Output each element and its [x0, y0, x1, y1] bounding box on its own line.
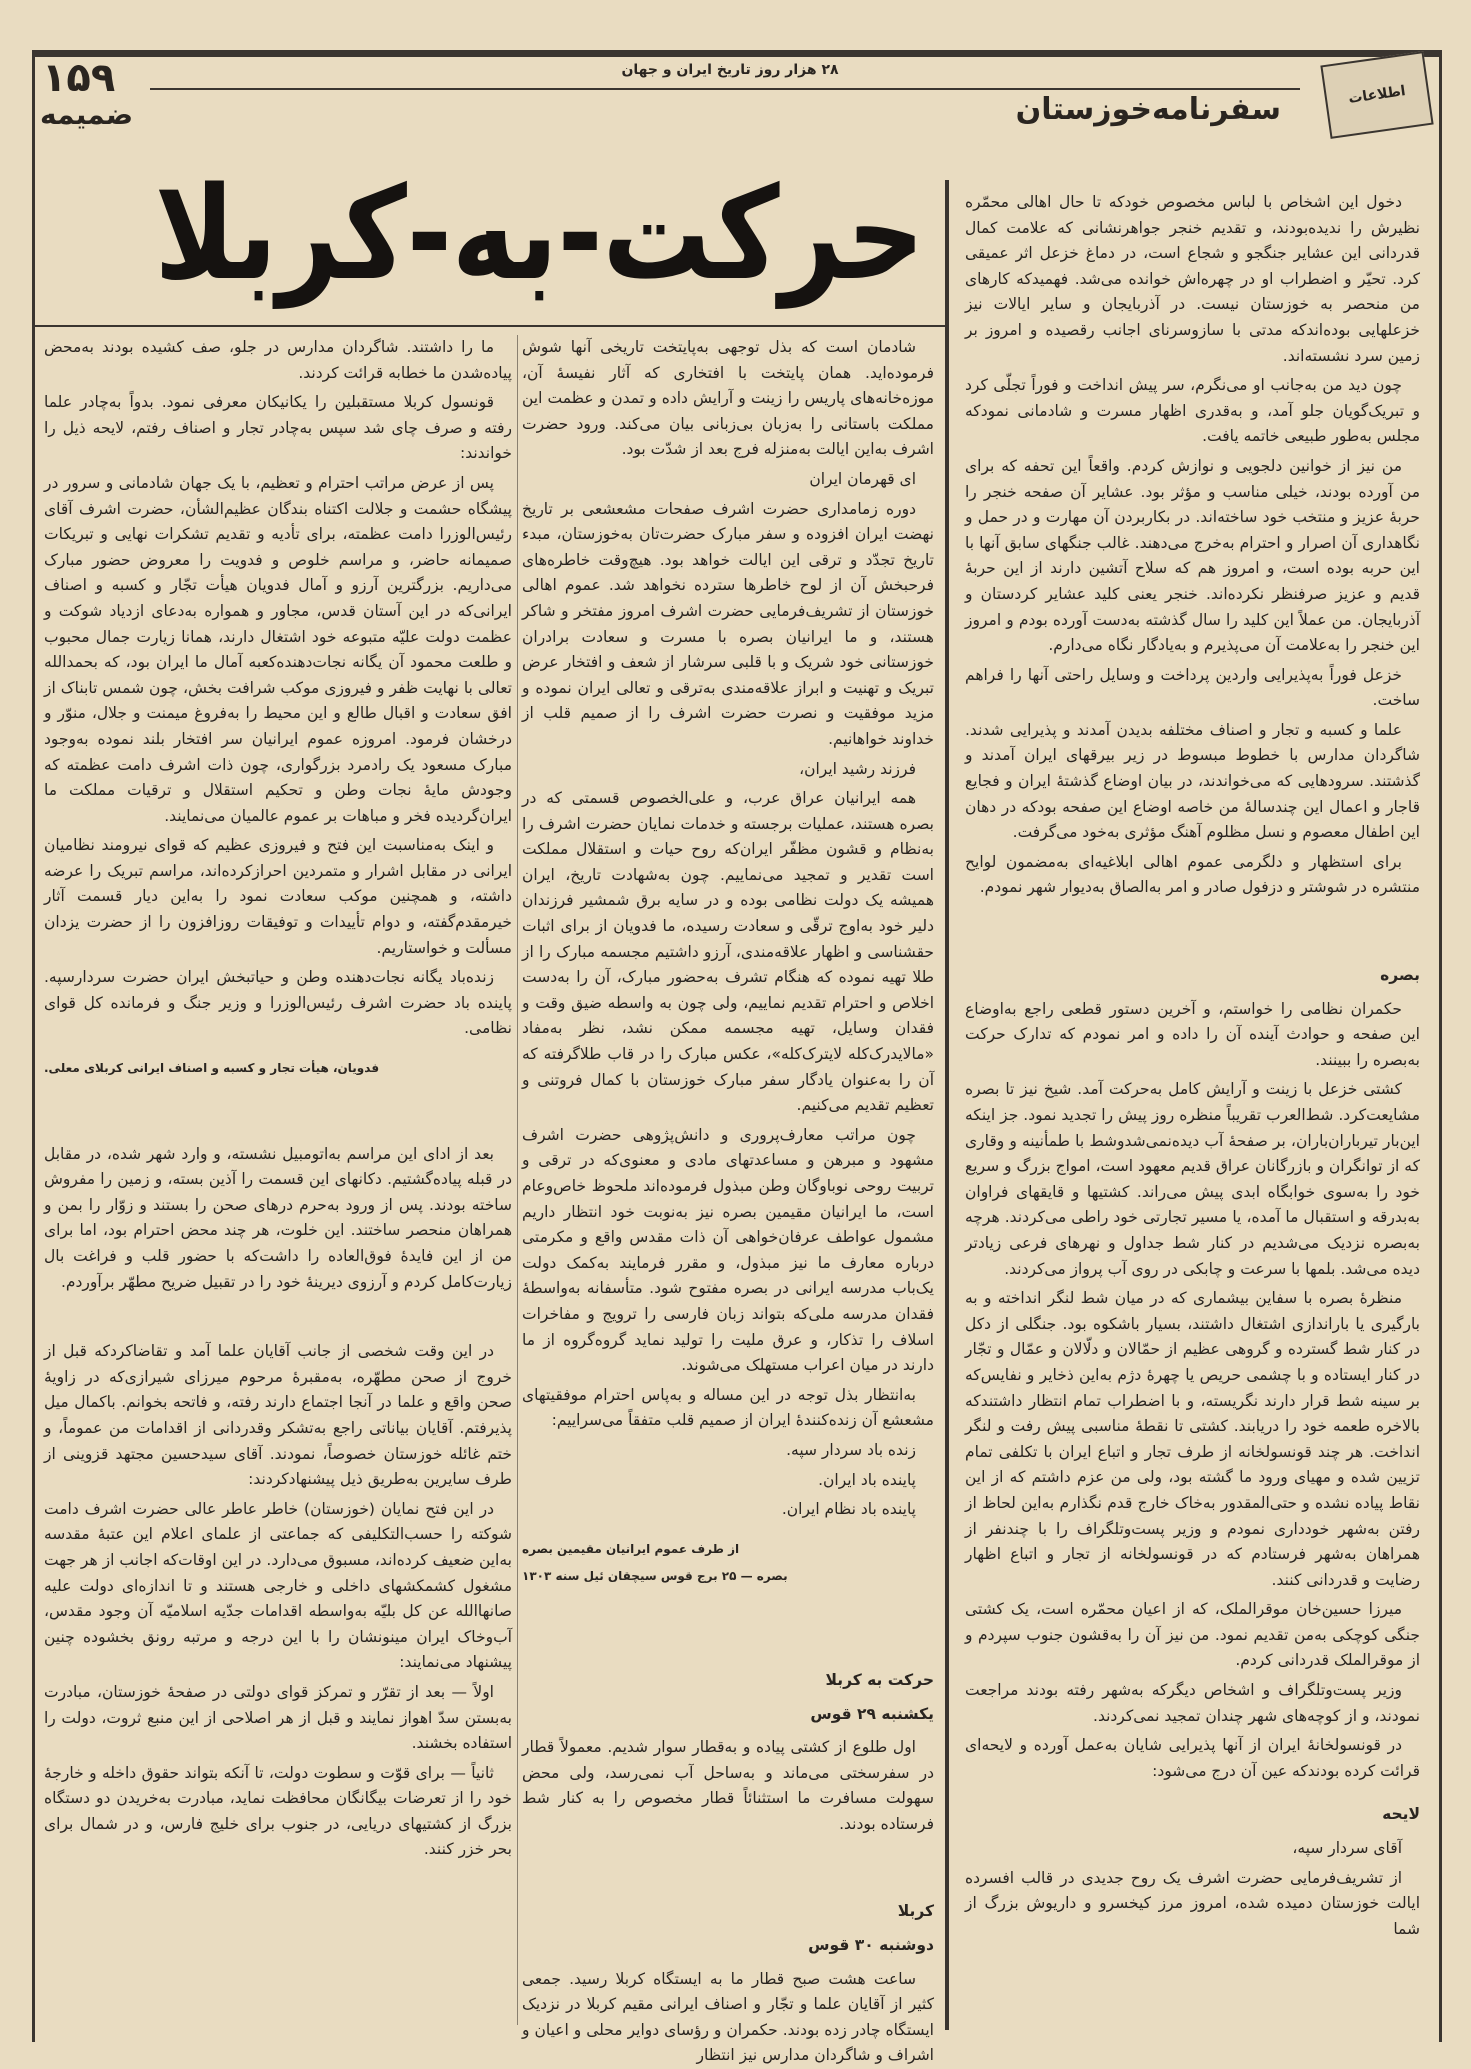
paragraph: قونسول کربلا مستقبلین را یکانیکان معرفی نمود. بدواً به‌چادر علما رفته و صرف چای شد سپس به‌چادر تجار و اصناف رفتم، لایحه ذیل را خواندند: — [44, 393, 512, 463]
subheading-move-to-karbala: حرکت به کربلا — [825, 1670, 934, 1689]
headline-container — [150, 150, 930, 320]
paragraph: ساعت هشت صبح قطار ما به ایستگاه کربلا رسید. جمعی کثیر از آقایان علما و تجّار و اصناف ایرانی مقیم کربلا در نزدیک ایستگاه چادر زده بودند. حکمران و رؤسای دوایر محلی و اعیان و اشراف و شاگردان مدارس نیز انتظار — [522, 1969, 934, 2065]
signature: از طرف عموم ایرانیان مقیمین بصره — [522, 1541, 740, 1556]
date-line: دوشنبه ۳۰ قوس — [808, 1936, 934, 1955]
supplement-label: ضمیمه — [40, 98, 134, 131]
left-column — [44, 335, 512, 2025]
headline-rule — [35, 325, 945, 327]
column-divider — [945, 180, 949, 2030]
paragraph: اولاً — بعد از تقرّر و تمرکز قوای دولتی در صفحهٔ خوزستان، مبادرت به‌بستن سدّ اهواز نمایند و قبل از هر اصلاحی از این منبع ثروت، دولت را استفاده بخشند. — [44, 1682, 512, 1753]
paragraph: اول طلوع از کشتی پیاده و به‌قطار سوار شدیم. معمولاً قطار در سفرسختی می‌ماند و به‌ساحل آب نمی‌رسد، ولی محض سهولت مسافرت ما استثنائاً قطار مخصوص را به کنار شط فرستاده بودند. — [522, 1738, 934, 1833]
headline: حرکت-به-کربلا — [155, 160, 925, 309]
paragraph: آقای سردار سپه، — [1292, 1839, 1402, 1858]
header-rule — [150, 88, 1300, 90]
paragraph: میرزا حسین‌خان موقرالملک، که از اعیان محمّره است، یک کشتی جنگی کوچکی به‌من تقدیم نمود. من نیز آن را به‌قشون جنوب سپردم و از موقرالملک قدردانی کردم. — [965, 1600, 1420, 1670]
paragraph: در این وقت شخصی از جانب آقایان علما آمد و تقاضاکردکه قبل از خروج از صحن مطهّره، به‌مقبرهٔ مرحوم میرزای شیرازی‌که در زاویهٔ صحن واقع و علما در آنجا اجتماع دارند رفته، و فاتحه بخوانم. باکمال میل پذیرفتم. آقایان بیاناتی راجع به‌تشکر وقدردانی از اقدامات من عموماً، و ختم غائله خوزستان خصوصاً، نمودند. آقای سیدحسین مجتهد قزوینی از طرف سایرین به‌طریق ذیل پیشنهادکردند: — [44, 1342, 512, 1489]
running-title: ۲۸ هزار روز تاریخ ایران و جهان — [621, 62, 839, 78]
column-divider — [517, 335, 518, 2025]
paragraph: من نیز از خوانین دلجویی و نوازش کردم. واقعاً این تحفه که برای من آورده بودند، خیلی مناسب و مؤثر بود. عشایر آن صفحه خنجر را حربهٔ عزیز و منتخب خود ساخته‌اند. در بکاربردن آن مهارت و در حمل و نگاهداری آن اصرار و احترام به‌خرج می‌دهند. غالب جنگهای سابق آنها با این حربه بوده است، و امروز هم که سلاح آتشین دارند از این حربهٔ قدیم و عزیز صرفنظر نکرده‌اند. خنجر یعنی کلید عشایر کردستان و آذربایجان. من عملاً این کلید را سال گذشته به‌دست آورده بودم و امروز این خنجر را به‌علامت آن می‌پذیرم و به‌یادگار نگاه می‌دارم. — [965, 456, 1420, 655]
paragraph: به‌انتظار بذل توجه در این مساله و به‌پاس احترام موفقیتهای مشعشع آن زنده‌کنندهٔ ایران از صمیم قلب متفقاً می‌سراییم: — [522, 1385, 934, 1430]
paragraph: ای قهرمان ایران — [809, 469, 916, 488]
paragraph: علما و کسبه و تجار و اصناف مختلفه بدیدن آمدند و پذیرایی شدند. شاگردان مدارس با خطوط مبسوط در زیر بیرقهای ایران آمدند و گذشتند. سرودهایی که می‌خواندند، در بیان اوضاع گذشتهٔ ایران و فجایع قاجار و اعمال این چندسالهٔ من خاصه اوضاع این صفحه بودکه در دهان این اطفال معصوم و نسل مظلوم آهنگ مؤثری به‌خود می‌گرفت. — [965, 720, 1420, 842]
paragraph: دخول این اشخاص با لباس مخصوص خودکه تا حال اهالی محمّره نظیرش را ندیده‌بودند، و تقدیم خنجر جواهرنشانی که علامت کمال قدردانی این عشایر جنگجو و شجاع است، در دماغ خزعل اثر عمیقی کرد. تحیّر و اضطراب او در چهره‌اش خوانده می‌شد. فهمیدکه کارهای من منحصر به خوزستان نیست. در آذربایجان و سایر ایالات نیز خزعلهایی بوده‌اندکه مدتی با سازوسرنای اجانب رقصیده و امروز بر زمین سرد نشسته‌اند. — [965, 193, 1420, 365]
signature-date: بصره — ۲۵ برج قوس سیچقان ئیل سنه ۱۳۰۳ — [522, 1569, 788, 1584]
paragraph: بعد از ادای این مراسم به‌اتومبیل نشسته، و وارد شهر شده، در مقابل در قبله پیاده‌گشتیم. دکانهای این قسمت را آذین بسته، و زمین را مفروش ساخته بودند. پس از ورود به‌حرم درهای صحن را بستند و زوّار را بمن و همراهان منحصر ساختند. این خلوت، هر چند محض احترام بود، اما برای من از این فایدهٔ فوق‌العاده را داشت‌که با حضور قلب و فراغت بال زیارت‌کامل کردم و آرزوی دیرینهٔ خود را در تقبیل ضریح مطهّر برآوردم. — [44, 1144, 512, 1291]
paragraph: ما را داشتند. شاگردان مدارس در جلو، صف کشیده بودند به‌محض پیاده‌شدن ما خطابه قرائت کردند. — [44, 338, 512, 382]
paragraph: از تشریف‌فرمایی حضرت اشرف یک روح جدیدی در قالب افسرده ایالت خوزستان دمیده شده، امروز مرز کیخسرو و داریوش بزرگ از شما — [965, 1868, 1420, 1938]
subheading-basra: بصره — [1380, 966, 1420, 985]
paragraph: شادمان است که بذل توجهی به‌پایتخت تاریخی آنها شوش فرموده‌اید. همان پایتخت با افتخاری که آثار نفیسهٔ آن، موزه‌خانه‌های پاریس را زینت و آرایش داده و تمدن و عظمت این مملکت باستانی را به‌زبان بی‌زبانی بیان می‌کند. ورود حضرت اشرف به‌این ایالت به‌منزله فرج بعد از شدّت بود. — [522, 338, 934, 459]
paragraph: زنده باد سردار سپه. — [786, 1440, 916, 1459]
date-line: یکشنبه ۲۹ قوس — [810, 1704, 934, 1723]
page-number: ۱۵۹ — [42, 55, 116, 101]
right-column — [965, 190, 1420, 2025]
subheading-karbala: کربلا — [897, 1902, 934, 1921]
paragraph: برای استظهار و دلگرمی عموم اهالی ابلاغیه‌ای به‌مضمون لوایح منتشره در شوشتر و دزفول صادر و امر به‌الصاق به‌دیوار شهر نمودم. — [965, 852, 1420, 897]
paragraph: خزعل فوراً به‌پذیرایی واردین پرداخت و وسایل راحتی آنها را فراهم ساخت. — [965, 665, 1420, 710]
paragraph: منظرهٔ بصره با سفاین بیشماری که در میان شط لنگر انداخته و به بارگیری یا باراندازی اشتغال داشتند، بسیار باشکوه بود. جنگلی از دکل در کنار شط گسترده و گروهی عظیم از حمّالان و دلّالان و عمّال و تجّار در کنار ایستاده و با چشمی حریص یا چهرهٔ دژم به‌این ذخایر و نفایس‌که بر سینه شط قرار دارند نگریسته، و با اضطراب تمام انتظار داشتندکه بالاخره طعمه خود را دریابند. کشتی تا نقطهٔ مناسبی پیش رفت و لنگر انداخت. هر چند قونسولخانه از طرف تجار و اتباع ایران با تکلفی تمام تزیین شده و مهیای ورود ما گشته بود، ولی من عزم داشتم که از این نقاط پیاده نشده و حتی‌المقدور به‌خاک خارج قدم نگذارم به‌این لحاظ از رفتن به‌شهر خودداری نمودم و وزیر پست‌وتلگراف را با چندنفر از همراهان به‌شهر فرستادم که در قونسولخانه از تجار و اتباع اظهار رضایت و قدردانی کنند. — [965, 1289, 1420, 1589]
paragraph: چون دید من به‌جانب او می‌نگرم، سر پیش انداخت و فوراً تجلّی کرد و تبریک‌گویان جلو آمد، و به‌قدری اظهار مسرت و شادمانی نمودکه مجلس به‌طور طبیعی خاتمه یافت. — [965, 376, 1420, 446]
paragraph: حکمران نظامی را خواستم، و آخرین دستور قطعی راجع به‌اوضاع این صفحه و حوادث آینده آن را داده و امر نمودم که تدارک حرکت به‌بصره را ببینند. — [965, 999, 1420, 1069]
section-title: سفرنامه‌خوزستان — [1015, 92, 1281, 127]
paragraph: پاینده باد نظام ایران. — [781, 1500, 916, 1519]
paragraph: پاینده باد ایران. — [818, 1470, 916, 1489]
signature: فدویان، هیأت تجار و کسبه و اصناف ایرانی کربلای معلی. — [44, 1061, 380, 1076]
paragraph: و اینک به‌مناسبت این فتح و فیروزی عظیم که قوای نیرومند نظامیان ایرانی در مقابل اشرار و متمردین احرازکرده‌اند، مراسم تبریک را عرضه داشته، و همچنین موکب سعادت نمود را به‌این دیار قسمت آثار خیرمقدم‌گفته، و دوام تأییدات و توفیقات روزافزون را از حضرت یزدان مسألت و خواستاریم. — [44, 836, 512, 957]
paragraph: پس از عرض مراتب احترام و تعظیم، با یک جهان شادمانی و سرور در پیشگاه حشمت و جلالت اکتناه بندگان عظیم‌الشأن، حضرت اشرف آقای رئیس‌الوزرا دامت عظمته، برای تأدیه و تقدیم تشکرات نهایی و تبریکات صمیمانه حاضر، و مراسم خلوص و فدویت را معروض حضور مبارک می‌داریم. بزرگترین آرزو و آمال فدویان هیأت تجّار و کسبه و اصناف ایرانی‌که در این آستان قدس، مجاور و همواره به‌دعای ازدیاد شوکت و عظمت دولت علیّه متبوعه خود اشتغال دارند، همانا زیارت جمال محبوب و طلعت محمود آن یگانه نجات‌دهنده‌کعبه آمال ما ایران بود، که بحمدالله تعالی با نهایت ظفر و فیروزی موکب شرافت بخش، چون شمس تابناک از افق سعادت و اقبال طالع و این محیط را به‌فروغ میمنت و جلال، منوّر و درخشان فرمود. امروزه عموم ایرانیان سر افتخار بلند نموده به‌وجود مبارک مسعود یک رادمرد بزرگواری، چون ذات اشرف دامت عظمته که وجودش مایهٔ نجات وطن و تحکیم استقلال و ترقیات مملکت ما ایران‌گردیده فخر و مباهات بر عموم عالمیان می‌نمایند. — [44, 473, 512, 825]
paragraph: کشتی خزعل با زینت و آرایش کامل به‌حرکت آمد. شیخ نیز تا بصره مشایعت‌کرد. شط‌العرب تقریباً منظره روز پیش را تجدید نمود. جز اینکه این‌بار تیرباران‌باران، بر صفحهٔ آب دیده‌نمی‌شدوشط با طمأنینه و وقاری که از توانگران و بازرگانان عراق قدیم معهود است، امواج بزرگ و سریع خود را به‌سوی خوابگاه ابدی پیش می‌راند. کشتیها و قایقهای فراوان به‌بدرقه و استقبال ما آمده، یا مسیر تجارتی خود راطی می‌کردند. هرچه به‌بصره نزدیک می‌شدیم در کنار شط جداول و نهرهای فرعی زیادتر دیده می‌شد. بلمها با سرعت و چابکی در روی آب پرواز می‌کردند. — [965, 1080, 1420, 1278]
paragraph: فرزند رشید ایران، — [799, 759, 916, 778]
paragraph: وزیر پست‌وتلگراف و اشخاص دیگرکه به‌شهر رفته بودند مراجعت نمودند، و از کوچه‌های شهر چندان تمجید نمی‌کردند. — [965, 1681, 1420, 1725]
paragraph: در این فتح نمایان (خوزستان) خاطر عاطر عالی حضرت اشرف دامت شوکته را حسب‌التکلیفی که جماعتی از علمای اعلام این عتبهٔ مقدسه به‌این ضعیف کرده‌اند، مسبوق می‌دارد. در این اوقات‌که اجانب از هر جهت مشغول کشمکشهای داخلی و خارجی هستند و تا اندازه‌ای دولت علیه صانهاالله عن کل بلیّه به‌واسطه اقدامات جدّیه اسلامیّه آن وجود مقدس، آب‌وخاک ایران مینونشان را با این درجه و مرتبه رونق بخشوده چنین پیشنهاد می‌نمایند: — [44, 1499, 512, 1672]
paragraph: چون مراتب معارف‌پروری و دانش‌پژوهی حضرت اشرف مشهود و مبرهن و مساعدتهای مادی و معنوی‌که در ترقی و تربیت روحی نوباوگان وطن مبذول فرموده‌اند ملحوظ خاص‌وعام است، ما ایرانیان مقیمین بصره نیز به‌نوبت خود انتظار داریم مشمول عواطف عرفان‌خواهی آن ذات مقدس واقع و مکرمتی درباره معارف ما نیز مبذول، و مقرر فرمایند به‌کمک دولت یک‌باب مدرسه ایرانی در بصره مفتوح شود. متأسفانه به‌واسطهٔ فقدان مدرسه ملی‌که بتواند زبان فارسی را ترویج و مفاخرات اسلاف را تذکار، و عرق ملیت را تولید نماید گروه‌گروه از ما دارند در میان اعراب مستهلک می‌شوند. — [522, 1125, 934, 1375]
newspaper-logo: اطلاعات — [1320, 51, 1433, 139]
paragraph: در قونسولخانهٔ ایران از آنها پذیرایی شایان به‌عمل آورده و لایحه‌ای قرائت کرده بودندکه عین آن درج می‌شود: — [965, 1736, 1420, 1780]
paragraph: زنده‌باد یگانه نجات‌دهنده وطن و حیاتبخش ایران حضرت سردارسپه. پاینده باد حضرت اشرف رئیس‌الوزرا و وزیر جنگ و فرمانده کل قوای نظامی. — [44, 968, 512, 1038]
paragraph: همه ایرانیان عراق عرب، و علی‌الخصوص قسمتی که در بصره هستند، عملیات برجسته و خدمات نمایان حضرت اشرف را به‌نظام و قشون مظفّر ایران‌که روح حیات و استقلال مملکت است تقدیر و تمجید می‌نماییم. چون به‌شهادت تاریخ، ایران همیشه یک دولت نظامی بوده و در سایه برق شمشیر فرزندان دلیر خود به‌اوج ترقّی و سعادت رسیده، ما فدویان از برای اثبات حقشناسی و اظهار علاقه‌مندی، آرزو داشتیم مجسمه مبارک را از طلا تهیه نموده که هنگام تشرف به‌حضور مبارک، آن را به‌دست اخلاص و احترام تقدیم نماییم، ولی چون به واسطه ضیق وقت و فقدان وسایل، تهیه مجسمه ممکن نشد، نظر به‌مفاد «مالایدرک‌کله لایترک‌کله»، عکس مبارک را در قاب طلاگرفته که آن را به‌عنوان یادگار سفر مبارک خوزستان با کمال فروتنی و تعظیم تقدیم می‌کنیم. — [522, 789, 934, 1115]
subheading-memo: لایحه — [1382, 1805, 1420, 1824]
paragraph: دوره زمامداری حضرت اشرف صفحات مشعشعی بر تاریخ نهضت ایران افزوده و سفر مبارک حضرت‌تان به‌خوزستان، مبدء تاریخ تجدّد و ترقی این ایالت خواهد بود. هیچ‌وقت خاطره‌های فرحبخش آن از لوح خاطرها سترده نخواهد شد. عموم اهالی خوزستان از تشریف‌فرمایی حضرت اشرف امروز مفتخر و شاکر هستند، و ما ایرانیان بصره با مسرت و سعادت برادران خوزستانی خود شریک و با قلبی سرشار از شعف و افتخار عرض تبریک و تهنیت و ابراز علاقه‌مندی به‌ترقی و تعالی ایران نموده و مزید موفقیت و نصرت حضرت اشرف را از صمیم قلب از خداوند خواهانیم. — [522, 499, 934, 748]
paragraph: ثانیاً — برای قوّت و سطوت دولت، تا آنکه بتواند حقوق داخله و خارجهٔ خود را از تعرضات بیگانگان محافظت نماید، مبادرت به‌خریدن دو دستگاه بزرگ از کشتیهای دریایی، در جنوب برای خلیج فارس، و در شمال برای بحر خزر کنند. — [44, 1763, 512, 1859]
middle-column — [522, 335, 934, 2065]
